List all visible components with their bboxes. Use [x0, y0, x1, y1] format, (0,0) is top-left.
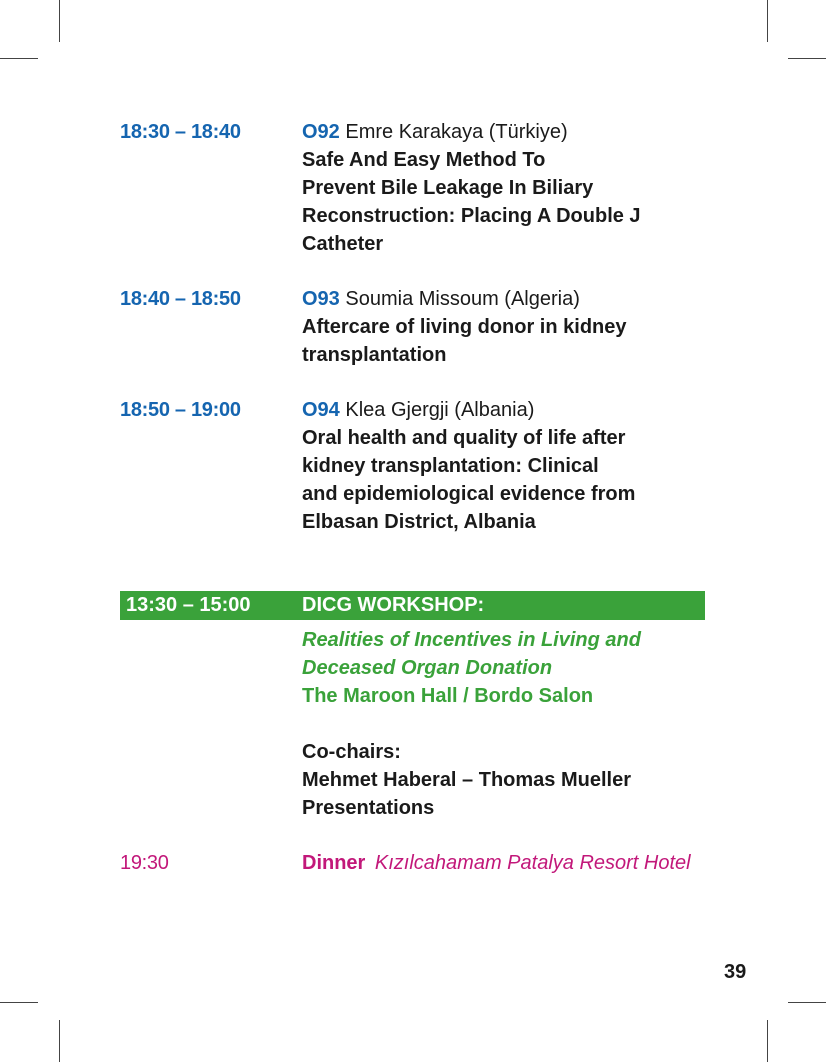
workshop-body: [302, 626, 722, 822]
crop-mark-bottom-left-vertical: [59, 1020, 60, 1062]
session-time: 18:40 – 18:50: [120, 288, 241, 310]
page-number: 39: [724, 961, 747, 983]
workshop-label: DICG WORKSHOP:: [302, 594, 485, 616]
session-title-line: Catheter: [302, 233, 384, 255]
cochairs-names: Mehmet Haberal – Thomas Mueller: [302, 769, 631, 791]
crop-mark-top-right-vertical: [767, 0, 768, 42]
crop-mark-bottom-right-horizontal: [788, 1002, 826, 1003]
session-body: [302, 118, 722, 258]
abstract-code: O94: [302, 399, 340, 421]
crop-mark-bottom-right-vertical: [767, 1020, 768, 1062]
dinner-body: [302, 849, 762, 877]
session-title-line: Aftercare of living donor in kidney: [302, 316, 627, 338]
session-title-line: Oral health and quality of life after: [302, 427, 626, 449]
workshop-header-bar: [120, 591, 705, 620]
session-title-line: Elbasan District, Albania: [302, 511, 536, 533]
session-title-line: Prevent Bile Leakage In Biliary: [302, 177, 594, 199]
session-title-line: Safe And Easy Method To: [302, 149, 546, 171]
cochairs-label: Co-chairs:: [302, 741, 401, 763]
dinner-label: Dinner: [302, 852, 366, 874]
workshop-title-line: Deceased Organ Donation: [302, 657, 553, 679]
presenter-name: Emre Karakaya (Türkiye): [345, 121, 568, 143]
presenter-name: Soumia Missoum (Algeria): [345, 288, 580, 310]
crop-mark-top-left-vertical: [59, 0, 60, 42]
crop-mark-top-left-horizontal: [0, 58, 38, 59]
crop-mark-bottom-left-horizontal: [0, 1002, 38, 1003]
presenter-name: Klea Gjergji (Albania): [345, 399, 535, 421]
dinner-venue: Kızılcahamam Patalya Resort Hotel: [374, 852, 691, 874]
workshop-location: The Maroon Hall / Bordo Salon: [302, 685, 594, 707]
session-title-line: transplantation: [302, 344, 447, 366]
workshop-time: 13:30 – 15:00: [126, 594, 251, 616]
session-body: [302, 285, 722, 369]
session-title-line: Reconstruction: Placing A Double J: [302, 205, 641, 227]
crop-mark-top-right-horizontal: [788, 58, 826, 59]
session-time: 18:30 – 18:40: [120, 121, 241, 143]
presentations-label: Presentations: [302, 797, 435, 819]
abstract-code: O93: [302, 288, 340, 310]
session-body: [302, 396, 722, 536]
session-title-line: and epidemiological evidence from: [302, 483, 636, 505]
session-time: 18:50 – 19:00: [120, 399, 241, 421]
session-title-line: kidney transplantation: Clinical: [302, 455, 599, 477]
workshop-title-line: Realities of Incentives in Living and: [302, 629, 641, 651]
abstract-code: O92: [302, 121, 340, 143]
dinner-time: 19:30: [120, 852, 169, 874]
